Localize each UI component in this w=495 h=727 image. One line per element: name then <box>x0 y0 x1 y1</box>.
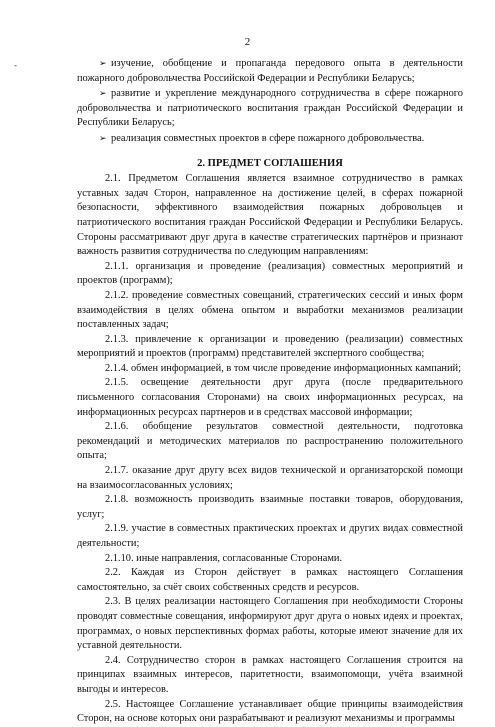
paragraph-2-5: 2.5. Настоящее Соглашение устанавливает общие принципы взаимодействия Сторон, на основе которых они разрабатывают и реализуют механизмы и программы <box>77 698 463 725</box>
bullet-item: ➢ развитие и укрепление международного сотрудничества в сфере пожарного добровольчества и патриотического воспитания граждан Российской Федерации и Республики Беларусь; <box>77 88 463 129</box>
paragraph-2-4: 2.4. Сотрудничество сторон в рамках настоящего Соглашения строится на принципах взаимных интересов, паритетности, взаимопомощи, учёта взаимной выгоды и интересов. <box>77 654 463 695</box>
paragraph-2-1-6: 2.1.6. обобщение результатов совместной деятельности, подготовка рекомендаций и методических материалов по распространению положительного опыта; <box>77 421 463 462</box>
paragraph-2-3: 2.3. В целях реализации настоящего Соглашения при необходимости Стороны проводят совместные совещания, информируют друг друга о новых идеях и проектах, программах, о новых перспективных формах работы, которые имеют значение для их уставной деятельности. <box>77 596 463 652</box>
bullet-item: ➢ реализация совместных проектов в сфере пожарного добровольчества. <box>99 132 425 144</box>
paragraph-2-1-8: 2.1.8. возможность производить взаимные поставки товаров, оборудования, услуг; <box>77 494 463 520</box>
document-body <box>77 56 463 727</box>
paragraph-2-1-10: 2.1.10. иные направления, согласованные Сторонами. <box>105 552 343 564</box>
paragraph-2-1: 2.1. Предметом Соглашения является взаимное сотрудничество в рамках уставных задач Сторон, направленное на достижение целей, в сферах пожарной безопасности, эффективного взаимодействия пожарных добровольцев и патриотического воспитания граждан Российской Федерации и Республики Беларусь. Стороны рассматривают друг друга в качестве стратегических партнёров и признают важность развития сотрудничества по следующим направлениям: <box>77 173 463 258</box>
section-title: 2. ПРЕДМЕТ СОГЛАШЕНИЯ <box>197 157 343 169</box>
paragraph-2-1-4: 2.1.4. обмен информацией, в том числе проведение информационных кампаний; <box>105 362 461 374</box>
paragraph-2-1-2: 2.1.2. проведение совместных совещаний, стратегических сессий и иных форм взаимодействия в целях обмена опытом и выработки механизмов реализации поставленных задач; <box>77 289 463 331</box>
paragraph-2-1-1: 2.1.1. организация и проведение (реализация) совместных мероприятий и проектов (программ); <box>77 260 463 287</box>
page-number: 2 <box>244 36 251 48</box>
arrow-bullet-icon: ➢ <box>99 88 107 99</box>
paragraph-2-1-3: 2.1.3. привлечение к организации и проведению (реализации) совместных мероприятий и проектов (программ) представителей экспертного сообщества; <box>77 333 463 360</box>
arrow-bullet-icon: ➢ <box>99 58 107 68</box>
margin-mark: - <box>14 60 17 70</box>
paragraph-2-1-5: 2.1.5. освещение деятельности друг друга (после предварительного письменного согласования Сторонами) на своих информационных ресурсах, на информационных ресурсах партнеров и в средствах массовой информации; <box>77 377 463 418</box>
paragraph-2-1-9: 2.1.9. участие в совместных практических проектах и других видах совместной деятельности; <box>77 523 463 549</box>
paragraph-2-1-7: 2.1.7. оказание друг другу всех видов технической и организаторской помощи на взаимосогласованных условиях; <box>77 465 463 491</box>
arrow-bullet-icon: ➢ <box>99 132 107 143</box>
bullet-item: ➢ изучение, обобщение и пропаганда передового опыта в деятельности пожарного добровольчества Российской Федерации и Республики Беларусь; <box>77 58 463 84</box>
paragraph-2-2: 2.2. Каждая из Сторон действует в рамках настоящего Соглашения самостоятельно, за счёт своих собственных средств и ресурсов. <box>77 567 463 593</box>
